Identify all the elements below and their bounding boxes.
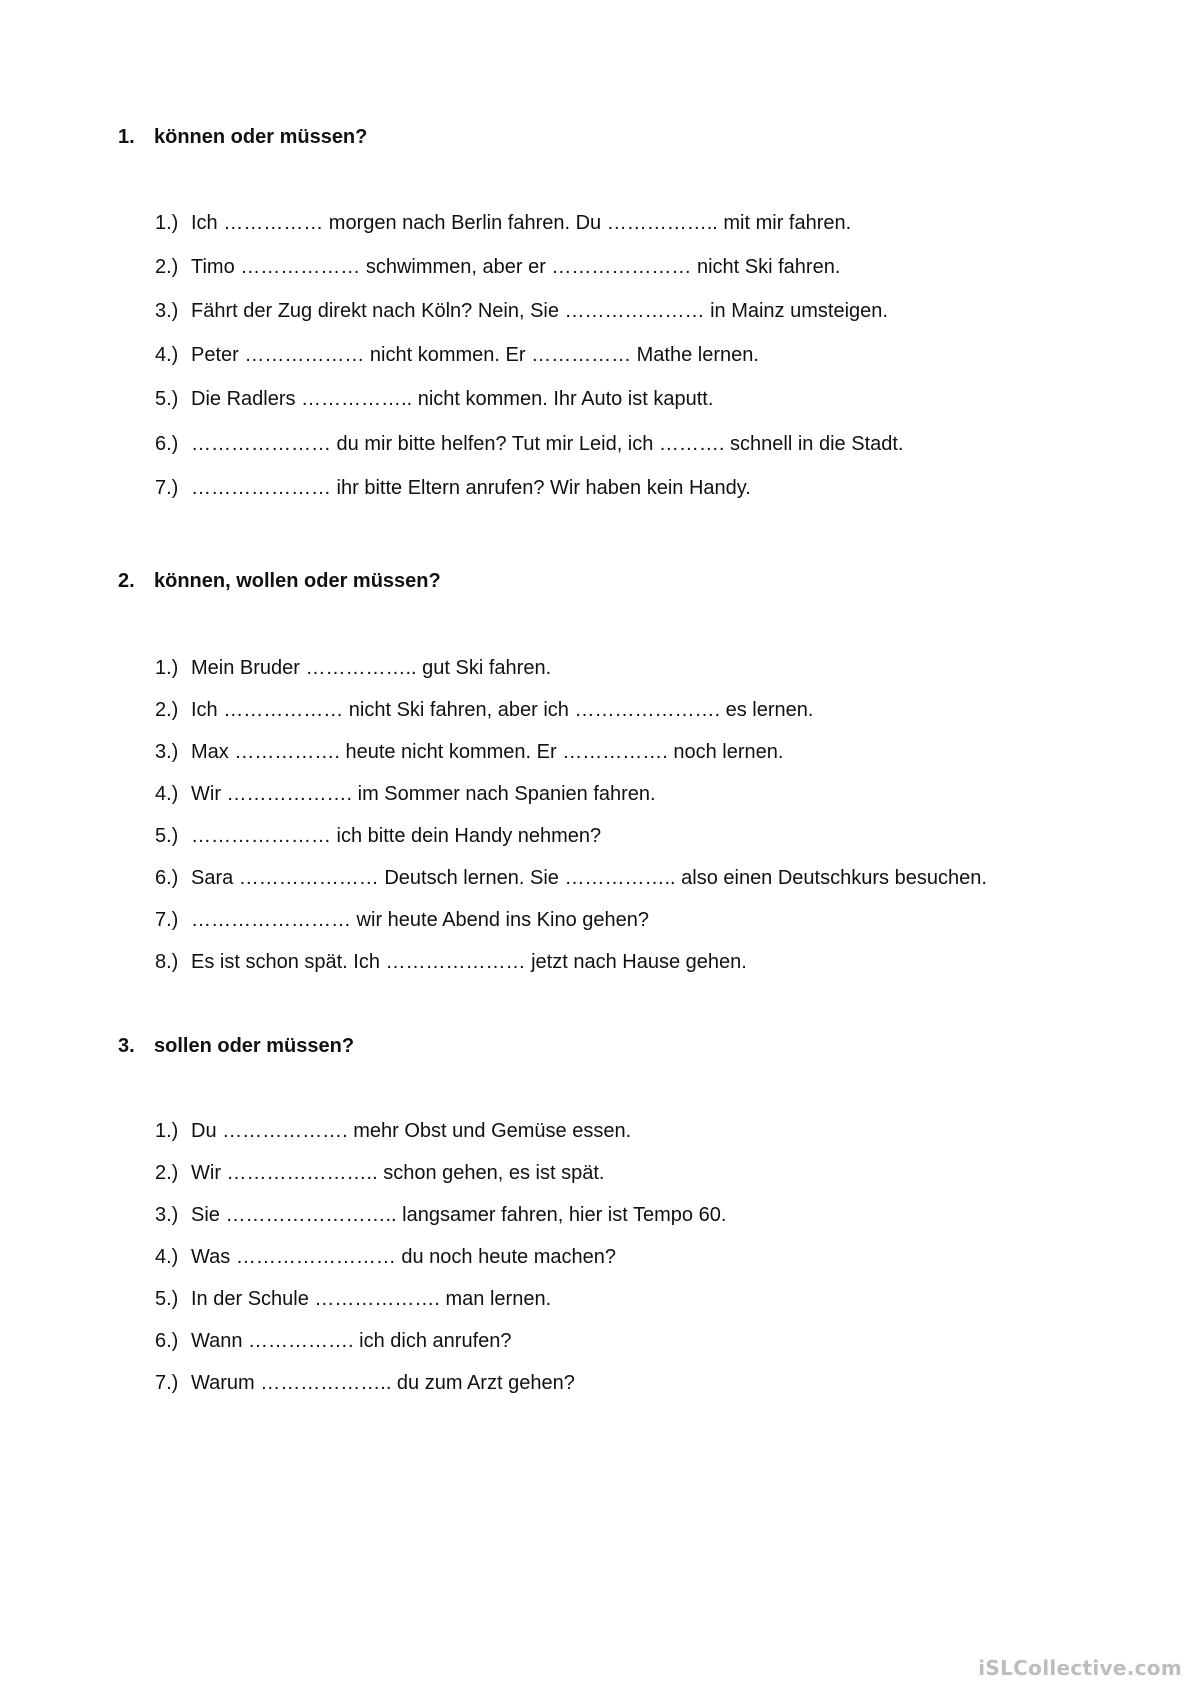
list-item bbox=[155, 657, 551, 680]
item-text: Wann ……………. ich dich anrufen? bbox=[191, 1330, 512, 1352]
list-item bbox=[155, 1372, 575, 1395]
section-number: 1. bbox=[118, 126, 135, 148]
item-number: 3.) bbox=[155, 1204, 179, 1226]
list-item bbox=[155, 212, 851, 235]
list-item bbox=[155, 477, 751, 500]
item-text: Wir ………………….. schon gehen, es ist spät. bbox=[191, 1162, 605, 1184]
item-number: 1.) bbox=[155, 1120, 179, 1142]
item-text: Fährt der Zug direkt nach Köln? Nein, Sie ………………… in Mainz umsteigen. bbox=[191, 300, 888, 322]
list-item bbox=[155, 344, 759, 367]
item-number: 6.) bbox=[155, 433, 179, 455]
section-1-heading bbox=[118, 126, 367, 149]
list-item bbox=[155, 783, 656, 806]
item-text: Peter ……………… nicht kommen. Er …………… Mathe lernen. bbox=[191, 344, 759, 366]
section-title: können oder müssen? bbox=[154, 126, 368, 148]
item-text: ………………… ich bitte dein Handy nehmen? bbox=[191, 825, 602, 847]
section-number: 2. bbox=[118, 570, 135, 592]
list-item bbox=[155, 1330, 512, 1353]
item-number: 2.) bbox=[155, 1162, 179, 1184]
item-text: Mein Bruder …………….. gut Ski fahren. bbox=[191, 657, 552, 679]
item-text: Wir ………………. im Sommer nach Spanien fahren. bbox=[191, 783, 656, 805]
list-item bbox=[155, 388, 713, 411]
section-number: 3. bbox=[118, 1035, 135, 1057]
item-text: Es ist schon spät. Ich ………………… jetzt nach Hause gehen. bbox=[191, 951, 747, 973]
item-text: Ich ……………… nicht Ski fahren, aber ich …………………. es lernen. bbox=[191, 699, 814, 721]
item-number: 8.) bbox=[155, 951, 179, 973]
list-item bbox=[155, 741, 783, 764]
item-number: 2.) bbox=[155, 699, 179, 721]
section-title: können, wollen oder müssen? bbox=[154, 570, 441, 592]
list-item bbox=[155, 256, 840, 279]
item-text: Timo ……………… schwimmen, aber er ………………… nicht Ski fahren. bbox=[191, 256, 841, 278]
item-text: Ich …………… morgen nach Berlin fahren. Du …………….. mit mir fahren. bbox=[191, 212, 852, 234]
item-text: Die Radlers …………….. nicht kommen. Ihr Auto ist kaputt. bbox=[191, 388, 714, 410]
list-item bbox=[155, 699, 813, 722]
section-title: sollen oder müssen? bbox=[154, 1035, 355, 1057]
item-text: Was …………………… du noch heute machen? bbox=[191, 1246, 616, 1268]
list-item bbox=[155, 433, 903, 456]
list-item bbox=[155, 1162, 604, 1185]
section-3-heading bbox=[118, 1035, 354, 1058]
item-number: 4.) bbox=[155, 783, 179, 805]
item-number: 3.) bbox=[155, 300, 179, 322]
item-number: 5.) bbox=[155, 388, 179, 410]
list-item bbox=[155, 909, 649, 932]
item-number: 6.) bbox=[155, 867, 179, 889]
item-text: In der Schule ………………. man lernen. bbox=[191, 1288, 552, 1310]
item-text: ………………… ihr bitte Eltern anrufen? Wir haben kein Handy. bbox=[191, 477, 751, 499]
item-text: Sara ………………… Deutsch lernen. Sie …………….. also einen Deutschkurs besuchen. bbox=[191, 867, 987, 889]
section-2-heading bbox=[118, 570, 441, 593]
item-text: …………………… wir heute Abend ins Kino gehen? bbox=[191, 909, 649, 931]
item-number: 2.) bbox=[155, 256, 179, 278]
list-item bbox=[155, 1288, 551, 1311]
item-number: 1.) bbox=[155, 657, 179, 679]
item-number: 5.) bbox=[155, 825, 179, 847]
item-text: Sie …………………….. langsamer fahren, hier ist Tempo 60. bbox=[191, 1204, 727, 1226]
item-number: 7.) bbox=[155, 1372, 179, 1394]
list-item bbox=[155, 825, 601, 848]
list-item bbox=[155, 1246, 616, 1269]
item-number: 4.) bbox=[155, 344, 179, 366]
list-item bbox=[155, 1204, 726, 1227]
item-number: 7.) bbox=[155, 477, 179, 499]
list-item bbox=[155, 1120, 631, 1143]
item-number: 4.) bbox=[155, 1246, 179, 1268]
item-number: 1.) bbox=[155, 212, 179, 234]
item-number: 7.) bbox=[155, 909, 179, 931]
list-item bbox=[155, 951, 747, 974]
item-number: 6.) bbox=[155, 1330, 179, 1352]
item-number: 5.) bbox=[155, 1288, 179, 1310]
list-item bbox=[155, 867, 987, 890]
list-item bbox=[155, 300, 888, 323]
item-text: Du ………………. mehr Obst und Gemüse essen. bbox=[191, 1120, 632, 1142]
item-text: ………………… du mir bitte helfen? Tut mir Leid, ich ………. schnell in die Stadt. bbox=[191, 433, 904, 455]
item-number: 3.) bbox=[155, 741, 179, 763]
item-text: Warum ……………….. du zum Arzt gehen? bbox=[191, 1372, 575, 1394]
watermark: iSLCollective.com bbox=[978, 1656, 1182, 1680]
item-text: Max ……………. heute nicht kommen. Er ……………. noch lernen. bbox=[191, 741, 784, 763]
